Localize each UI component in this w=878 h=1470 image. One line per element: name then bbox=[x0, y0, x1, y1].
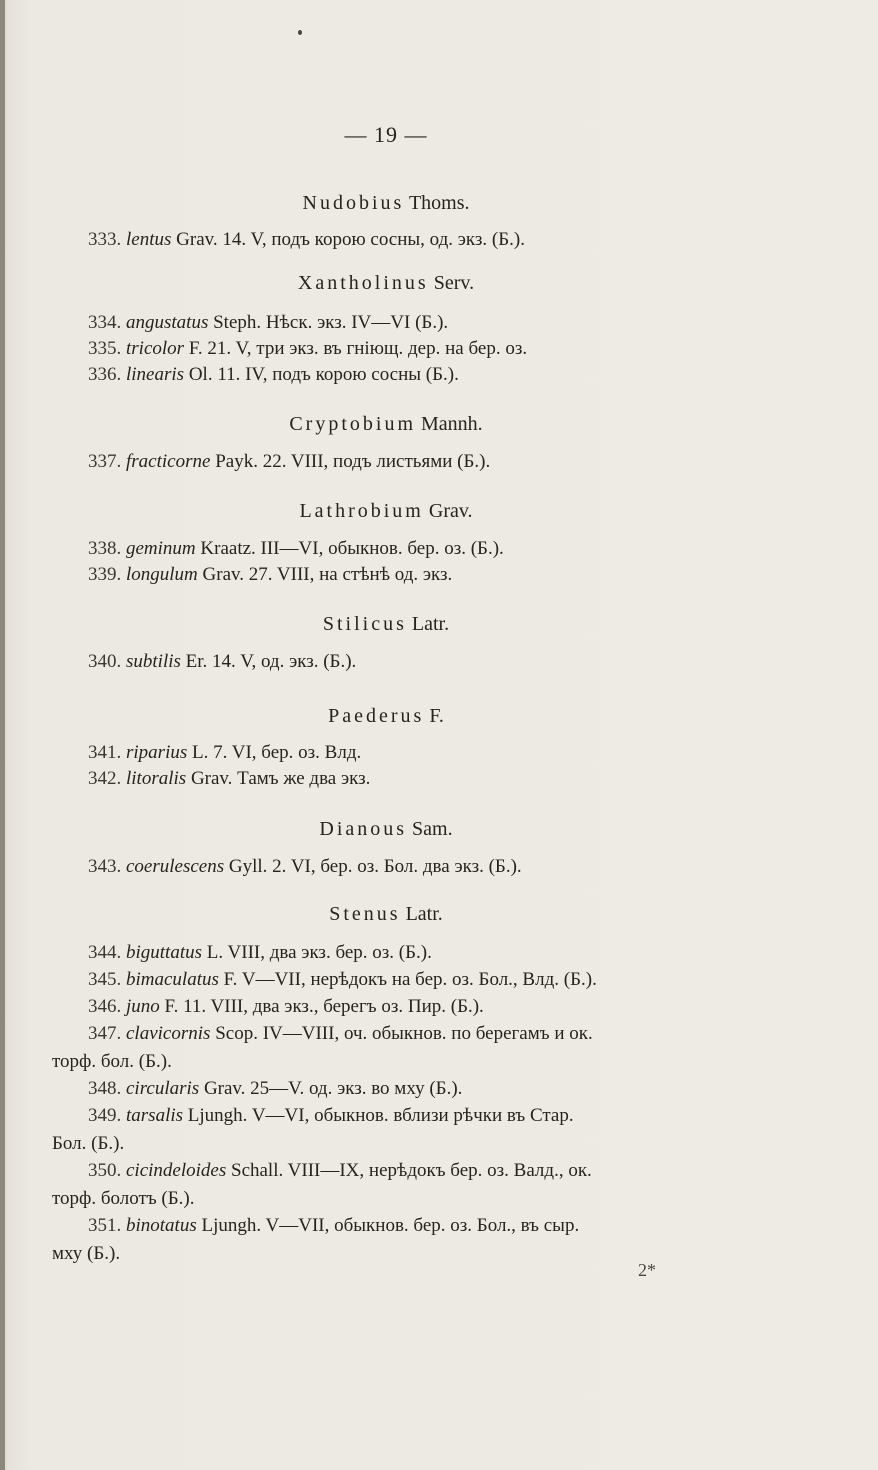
entry-continuation: торф. болотъ (Б.). bbox=[52, 1188, 195, 1209]
genus-author: Thoms. bbox=[408, 192, 470, 214]
entry-number: 345. bbox=[88, 969, 122, 990]
genus-heading bbox=[0, 705, 772, 728]
species-name: linearis bbox=[126, 364, 185, 385]
species-entry bbox=[88, 941, 728, 965]
genus-heading bbox=[0, 818, 772, 841]
entry-text: F. 21. V, три экз. въ гніющ. дер. на бер. оз. bbox=[188, 338, 528, 359]
species-entry bbox=[88, 537, 728, 561]
printer-signature-mark: 2* bbox=[638, 1260, 656, 1280]
entry-text: Gyll. 2. VI, бер. оз. Бол. два экз. (Б.). bbox=[228, 856, 522, 877]
entry-text: Steph. Нѣск. экз. IV—VI (Б.). bbox=[213, 312, 449, 333]
genus-heading bbox=[0, 613, 772, 636]
genus-name: Lathrobium bbox=[299, 500, 424, 522]
entry-number: 343. bbox=[88, 856, 122, 877]
species-entry bbox=[88, 1214, 728, 1238]
species-name: tricolor bbox=[126, 338, 185, 359]
genus-author: Serv. bbox=[433, 272, 475, 294]
genus-name: Stenus bbox=[329, 903, 401, 925]
genus-author: Latr. bbox=[405, 903, 443, 925]
entry-number: 338. bbox=[88, 538, 122, 559]
entry-number: 340. bbox=[88, 651, 122, 672]
entry-number: 341. bbox=[88, 742, 122, 763]
genus-heading bbox=[0, 272, 772, 295]
genus-heading bbox=[0, 903, 772, 926]
entry-number: 349. bbox=[88, 1105, 122, 1126]
entry-text: Payk. 22. VIII, подъ листьями (Б.). bbox=[215, 451, 491, 472]
entry-text: Grav. 14. V, подъ корою сосны, од. экз. (Б.). bbox=[176, 229, 525, 250]
species-name: biguttatus bbox=[126, 942, 203, 963]
species-entry bbox=[88, 1022, 728, 1046]
entry-text: Schall. VIII—IX, нерѣдокъ бер. оз. Валд., ок. bbox=[231, 1160, 592, 1181]
genus-heading bbox=[0, 192, 772, 215]
ink-speck bbox=[298, 30, 302, 35]
entry-number: 347. bbox=[88, 1023, 122, 1044]
species-name: clavicornis bbox=[126, 1023, 211, 1044]
species-entry bbox=[88, 767, 728, 791]
entry-number: 336. bbox=[88, 364, 122, 385]
genus-author: Mannh. bbox=[421, 413, 483, 435]
species-name: coerulescens bbox=[126, 856, 225, 877]
entry-text: Kraatz. III—VI, обыкнов. бер. оз. (Б.). bbox=[200, 538, 504, 559]
species-entry bbox=[88, 741, 728, 765]
species-name: riparius bbox=[126, 742, 188, 763]
species-entry bbox=[88, 228, 728, 252]
entry-number: 346. bbox=[88, 996, 122, 1017]
species-name: fracticorne bbox=[126, 451, 211, 472]
entry-text: F. V—VII, нерѣдокъ на бер. оз. Бол., Влд. (Б.). bbox=[223, 969, 597, 990]
entry-continuation: торф. бол. (Б.). bbox=[52, 1051, 172, 1072]
entry-text: Grav. 27. VIII, на стѣнѣ од. экз. bbox=[202, 564, 453, 585]
species-name: circularis bbox=[126, 1078, 200, 1099]
species-entry bbox=[88, 650, 728, 674]
genus-name: Dianous bbox=[319, 818, 408, 840]
entry-number: 342. bbox=[88, 768, 122, 789]
genus-name: Stilicus bbox=[322, 613, 407, 635]
species-entry bbox=[88, 363, 728, 387]
species-entry bbox=[88, 968, 728, 992]
genus-author: Grav. bbox=[428, 500, 473, 522]
genus-name: Nudobius bbox=[302, 192, 405, 214]
entry-text: Scop. IV—VIII, оч. обыкнов. по берегамъ и ок. bbox=[215, 1023, 593, 1044]
page-binding-edge bbox=[0, 0, 5, 1470]
species-name: binotatus bbox=[126, 1215, 197, 1236]
entry-text: F. 11. VIII, два экз., берегъ оз. Пир. (Б.). bbox=[164, 996, 484, 1017]
genus-author: F. bbox=[429, 705, 444, 727]
species-name: angustatus bbox=[126, 312, 209, 333]
species-entry bbox=[88, 311, 728, 335]
entry-text: Ljungh. V—VII, обыкнов. бер. оз. Бол., въ сыр. bbox=[201, 1215, 580, 1236]
species-entry bbox=[88, 1104, 728, 1128]
genus-author: Sam. bbox=[412, 818, 453, 840]
species-entry bbox=[88, 855, 728, 879]
entry-number: 334. bbox=[88, 312, 122, 333]
species-entry bbox=[88, 995, 728, 1019]
genus-heading bbox=[0, 413, 772, 436]
entry-text: Grav. Тамъ же два экз. bbox=[190, 768, 371, 789]
species-name: lentus bbox=[126, 229, 172, 250]
entry-text: Ljungh. V—VI, обыкнов. вблизи рѣчки въ Стар. bbox=[187, 1105, 574, 1126]
species-entry bbox=[88, 337, 728, 361]
genus-heading bbox=[0, 500, 772, 523]
species-name: cicindeloides bbox=[126, 1160, 227, 1181]
entry-number: 337. bbox=[88, 451, 122, 472]
entry-number: 335. bbox=[88, 338, 122, 359]
entry-number: 351. bbox=[88, 1215, 122, 1236]
species-name: litoralis bbox=[126, 768, 187, 789]
species-entry bbox=[88, 563, 728, 587]
species-name: geminum bbox=[126, 538, 196, 559]
species-entry bbox=[88, 1077, 728, 1101]
species-name: juno bbox=[126, 996, 160, 1017]
entry-number: 344. bbox=[88, 942, 122, 963]
entry-text: Grav. 25—V. од. экз. во мху (Б.). bbox=[203, 1078, 463, 1099]
species-name: bimaculatus bbox=[126, 969, 219, 990]
species-name: subtilis bbox=[126, 651, 181, 672]
entry-text: L. 7. VI, бер. оз. Влд. bbox=[192, 742, 362, 763]
species-entry bbox=[88, 450, 728, 474]
genus-author: Latr. bbox=[411, 613, 450, 635]
entry-number: 350. bbox=[88, 1160, 122, 1181]
entry-text: Er. 14. V, од. экз. (Б.). bbox=[185, 651, 357, 672]
entry-text: Ol. 11. IV, подъ корою сосны (Б.). bbox=[188, 364, 459, 385]
species-name: longulum bbox=[126, 564, 198, 585]
entry-continuation: Бол. (Б.). bbox=[52, 1133, 125, 1154]
genus-name: Xantholinus bbox=[297, 272, 429, 294]
entry-number: 339. bbox=[88, 564, 122, 585]
page-number: — 19 — bbox=[344, 122, 428, 147]
entry-continuation: мху (Б.). bbox=[52, 1243, 121, 1264]
genus-name: Paederus bbox=[328, 705, 425, 727]
entry-text: L. VIII, два экз. бер. оз. (Б.). bbox=[206, 942, 432, 963]
entry-number: 348. bbox=[88, 1078, 122, 1099]
genus-name: Cryptobium bbox=[289, 413, 416, 435]
entry-number: 333. bbox=[88, 229, 122, 250]
species-name: tarsalis bbox=[126, 1105, 184, 1126]
species-entry bbox=[88, 1159, 728, 1183]
